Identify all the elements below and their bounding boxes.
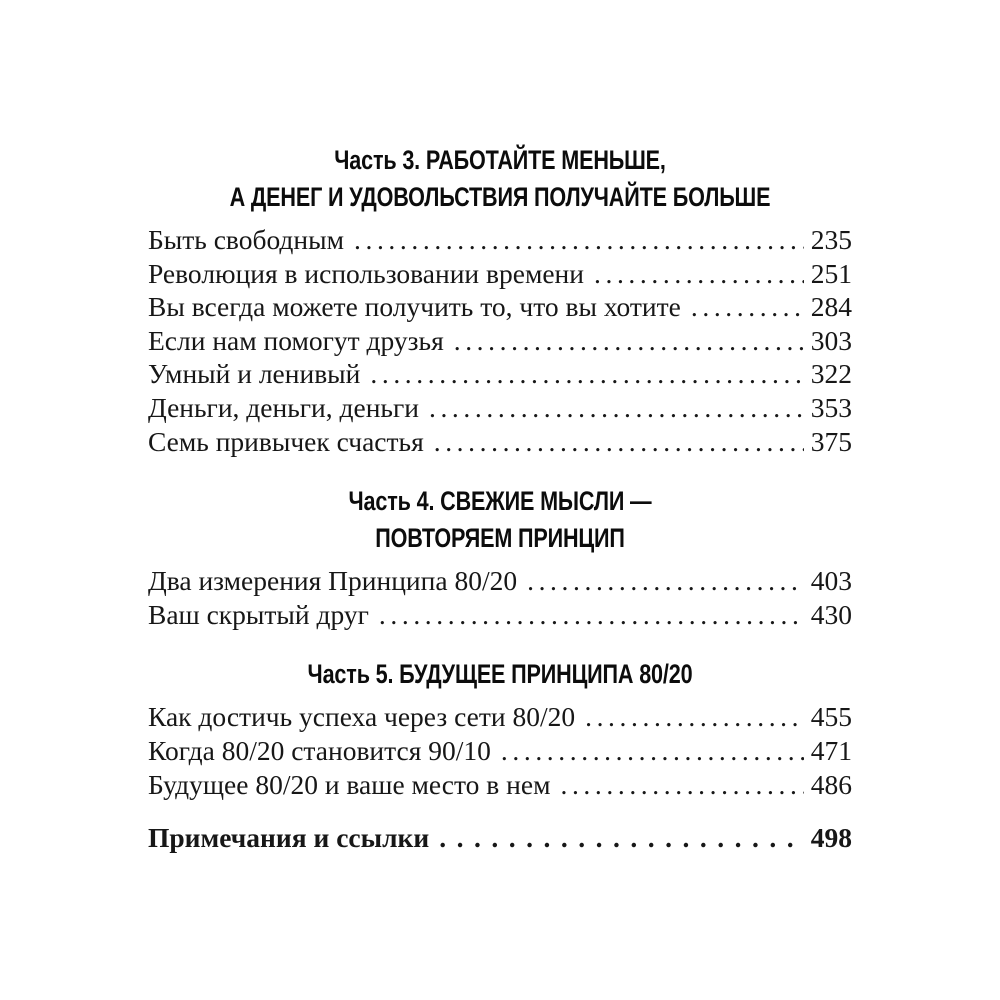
- toc-entry-page-number: 284: [810, 291, 852, 323]
- toc-entry: [148, 257, 852, 291]
- entry-list: [148, 564, 852, 631]
- entry-list: [148, 223, 852, 458]
- toc-entry-page-number: 303: [810, 324, 852, 356]
- toc-entry: [148, 734, 852, 768]
- dot-leader: [527, 564, 804, 598]
- dot-leader: [439, 821, 804, 855]
- toc-entry: [148, 223, 852, 257]
- dot-leader: [560, 768, 803, 802]
- toc-entry: [148, 598, 852, 632]
- dot-leader: [501, 734, 804, 768]
- dot-leader: [594, 257, 804, 291]
- dot-leader: [585, 700, 804, 734]
- toc-entry-page-number: 322: [810, 358, 852, 390]
- toc-entry: [148, 391, 852, 425]
- toc-entry: [148, 357, 852, 391]
- toc-entry-page-number: 486: [810, 768, 852, 800]
- toc-entry-page-number: 471: [810, 734, 852, 766]
- toc-entry-title: Два измерения Принципа 80/20: [148, 565, 518, 597]
- toc-entry-title: Когда 80/20 становится 90/10: [148, 734, 491, 766]
- toc-entry-page-number: 403: [810, 565, 852, 597]
- toc-entry: [148, 290, 852, 324]
- toc-entry-title: Семь привычек счастья: [148, 425, 424, 457]
- toc-section-part-5: [148, 656, 852, 801]
- toc-entry-page-number: 235: [810, 224, 852, 255]
- part-heading: [148, 142, 852, 216]
- part-heading: [148, 483, 852, 557]
- dot-leader: [454, 324, 804, 358]
- part-heading-line: ПОВТОРЯЕМ ПРИНЦИП: [375, 523, 625, 554]
- toc-entry-title: Умный и ленивый: [148, 358, 361, 390]
- toc-entry: [148, 324, 852, 358]
- toc-entry-page-number: 430: [810, 598, 852, 630]
- part-heading-line: Часть 3. РАБОТАЙТЕ МЕНЬШЕ,: [334, 145, 666, 175]
- dot-leader: [691, 290, 804, 324]
- toc-entry-page-number: 353: [810, 391, 852, 423]
- toc-entry: [148, 564, 852, 598]
- toc-entry-title: Как достичь успеха через сети 80/20: [148, 701, 576, 733]
- toc-entry-page-number: 375: [810, 425, 852, 457]
- part-heading: [148, 656, 852, 693]
- toc-entry-title: Революция в использовании времени: [148, 257, 584, 289]
- toc-entry-title: Если нам помогут друзья: [148, 324, 444, 356]
- toc-entry-title: Примечания и ссылки: [148, 822, 430, 854]
- toc-section-part-4: [148, 483, 852, 631]
- toc-entry-page-number: 498: [810, 822, 852, 854]
- part-heading-line: Часть 5. БУДУЩЕЕ ПРИНЦИПА 80/20: [307, 659, 693, 690]
- toc-entry-title: Деньги, деньги, деньги: [148, 391, 419, 423]
- toc-entry: [148, 700, 852, 734]
- dot-leader: [429, 391, 804, 425]
- dot-leader: [354, 223, 804, 257]
- toc-entry-title: Будущее 80/20 и ваше место в нем: [148, 768, 551, 800]
- dot-leader: [434, 425, 804, 459]
- part-heading-line: Часть 4. СВЕЖИЕ МЫСЛИ —: [348, 486, 652, 517]
- entry-list: [148, 700, 852, 801]
- toc-entry: [148, 425, 852, 459]
- toc-entry-title: Ваш скрытый друг: [148, 598, 369, 630]
- toc-entry-title: Быть свободным: [148, 224, 344, 255]
- part-heading-line: А ДЕНЕГ И УДОВОЛЬСТВИЯ ПОЛУЧАЙТЕ БОЛЬШЕ: [229, 182, 771, 212]
- toc-entry-notes: [148, 821, 852, 855]
- toc-entry-title: Вы всегда можете получить то, что вы хотите: [148, 291, 681, 323]
- toc-section-part-3: [148, 142, 852, 458]
- toc-entry-page-number: 455: [810, 701, 852, 733]
- dot-leader: [370, 357, 803, 391]
- toc-entry-page-number: 251: [810, 257, 852, 289]
- dot-leader: [379, 598, 804, 632]
- toc-entry: [148, 768, 852, 802]
